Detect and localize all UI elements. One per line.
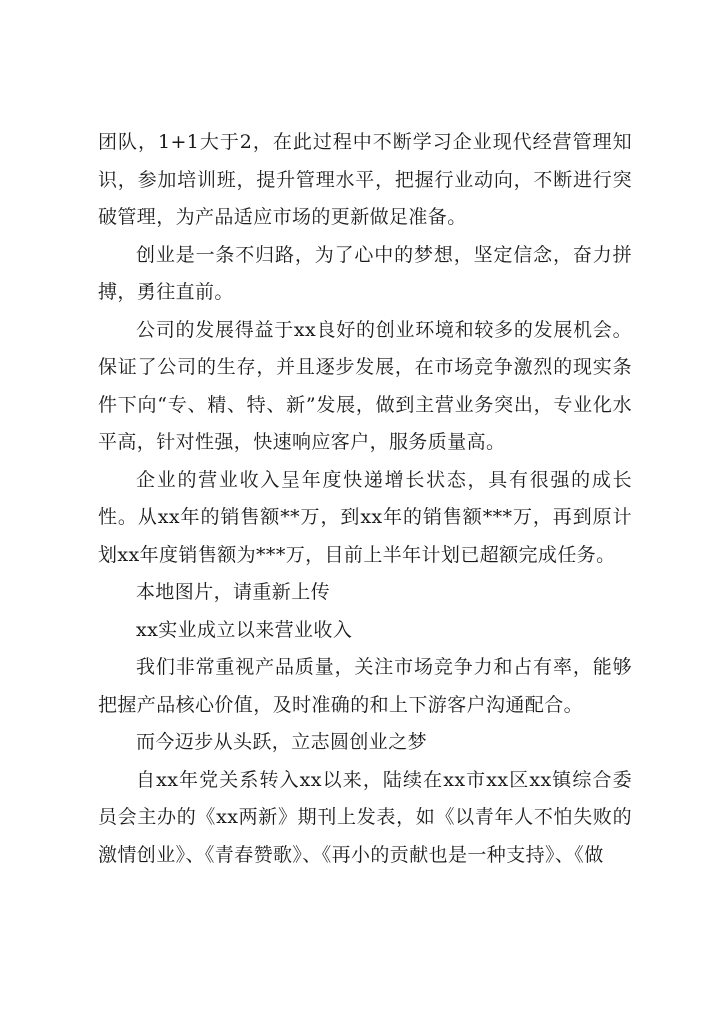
paragraph-1: 团队，1+1大于2，在此过程中不断学习企业现代经营管理知识，参加培训班，提升管理水平，把握行业动向，不断进行突破管理，为产品适应市场的更新做足准备。 [98,131,632,228]
image-caption: xx实业成立以来营业收入 [136,618,353,641]
paragraph-3: 公司的发展得益于xx良好的创业环境和较多的发展机会。保证了公司的生存，并且逐步发展，在市场竞争激烈的现实条件下向“专、精、特、新”发展，做到主营业务突出，专业化水平高，针对性强，快速响应客户，服务质量高。 [98,318,632,453]
image-placeholder-text: 本地图片，请重新上传 [136,581,331,603]
document-body [98,124,632,874]
section-heading: 而今迈步从头跃，立志圆创业之梦 [136,731,428,753]
paragraph-6: 自xx年党关系转入xx以来，陆续在xx市xx区xx镇综合委员会主办的《xx两新》期刊上发表，如《以青年人不怕失败的激情创业》、《青春赞歌》、《再小的贡献也是一种支持》、《做 [98,768,632,866]
paragraph-4: 企业的营业收入呈年度快递增长状态，具有很强的成长性。从xx年的销售额**万，到xx年的销售额***万，再到原计划xx年度销售额为***万，目前上半年计划已超额完成任务。 [98,468,632,566]
paragraph-2: 创业是一条不归路，为了心中的梦想，坚定信念，奋力拼搏，勇往直前。 [98,243,632,303]
paragraph-5: 我们非常重视产品质量，关注市场竞争力和占有率，能够把握产品核心价值，及时准确的和上下游客户沟通配合。 [98,656,632,716]
